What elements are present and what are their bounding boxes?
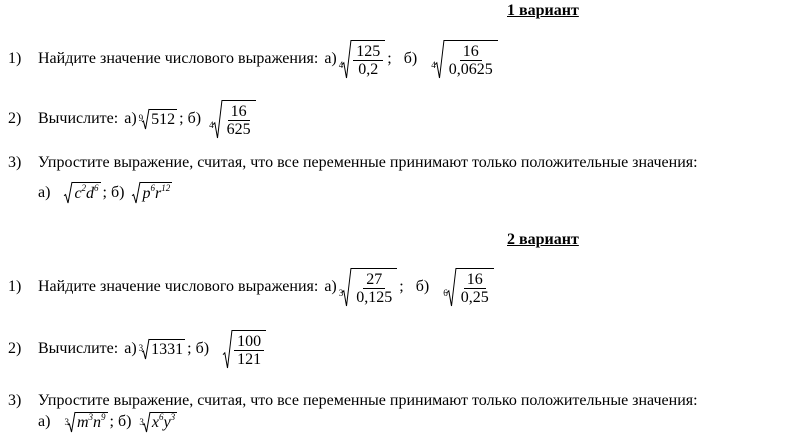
v2-question-1 <box>8 268 496 306</box>
radical-sign-icon <box>447 268 456 306</box>
denominator: 0,2 <box>358 61 379 78</box>
question-number: 3) <box>8 154 22 171</box>
radicand: $x^6y^3$ <box>151 412 176 431</box>
separator: ; <box>387 50 392 67</box>
radical-index: 3 <box>138 343 144 353</box>
numerator: 16 <box>460 43 482 61</box>
radical-index: 4 <box>209 120 214 130</box>
radical-index: 9 <box>138 113 144 123</box>
part-b-label: б) <box>403 50 418 67</box>
radical-b <box>223 330 266 368</box>
radical-sign-icon <box>132 182 140 203</box>
radical-a <box>64 412 107 432</box>
v1-question-1 <box>8 40 500 78</box>
radical-b <box>139 412 177 432</box>
part-a-label: а) <box>38 183 51 201</box>
radicand: $c^2d^6$ <box>74 183 99 202</box>
radical-b <box>209 100 256 138</box>
part-a-label: а) <box>324 278 337 295</box>
variant-1-title: 1 вариант <box>507 2 579 19</box>
denominator: 0,25 <box>460 289 489 306</box>
radicand: 1331 <box>151 341 184 358</box>
numerator: 16 <box>228 103 250 121</box>
separator: ; б) <box>187 340 210 357</box>
numerator: 100 <box>234 333 264 351</box>
question-number: 2) <box>8 340 22 357</box>
separator: ; б) <box>102 183 125 201</box>
question-text: Вычислите: <box>38 340 119 357</box>
radical-sign-icon <box>142 339 149 359</box>
radical-sign-icon <box>64 182 72 203</box>
separator: ; б) <box>179 110 202 127</box>
part-b-label: б) <box>415 278 430 295</box>
v2-question-3 <box>8 392 698 410</box>
part-a-label: а) <box>324 50 337 67</box>
question-number: 2) <box>8 110 22 127</box>
question-number: 1) <box>8 50 22 67</box>
radical-b <box>132 182 172 203</box>
denominator: 121 <box>237 351 262 368</box>
numerator: 16 <box>464 271 486 289</box>
radical-a <box>139 339 186 359</box>
fraction <box>446 43 496 78</box>
question-number: 3) <box>8 392 22 409</box>
radical-b <box>443 268 494 306</box>
radical-index: 3 <box>64 417 69 427</box>
fraction <box>234 333 264 368</box>
question-number: 1) <box>8 278 22 295</box>
radical-sign-icon <box>342 268 351 306</box>
question-text: Упростите выражение, считая, что все переменные принимают только положительные значения: <box>38 154 698 171</box>
separator: ; б) <box>109 413 132 430</box>
denominator: 0,0625 <box>448 61 493 78</box>
question-text: Упростите выражение, считая, что все переменные принимают только положительные значения: <box>38 392 698 409</box>
denominator: 625 <box>226 121 251 138</box>
radical-a <box>64 182 100 203</box>
fraction <box>353 43 383 78</box>
radical-sign-icon <box>435 40 444 78</box>
radical-sign-icon <box>142 109 149 129</box>
radical-index: 4 <box>338 60 344 70</box>
part-a-label: а) <box>124 340 137 357</box>
fraction <box>458 271 492 306</box>
variant-2-title: 2 вариант <box>507 231 579 248</box>
denominator: 0,125 <box>356 289 393 306</box>
question-text: Найдите значение числового выражения: <box>38 50 319 67</box>
numerator: 125 <box>353 43 383 61</box>
radical-index: 6 <box>443 288 448 298</box>
v1-question-3 <box>8 154 698 172</box>
v1-question-2 <box>8 100 258 138</box>
radical-index: 3 <box>338 288 344 298</box>
radical-sign-icon <box>143 412 150 432</box>
radicand: $m^3n^9$ <box>76 412 106 431</box>
radical-a <box>339 268 398 306</box>
radicand: 512 <box>151 111 176 128</box>
v1-question-3-parts <box>38 182 174 203</box>
question-text: Найдите значение числового выражения: <box>38 278 319 295</box>
radical-index: 4 <box>431 60 436 70</box>
radical-sign-icon <box>213 100 222 138</box>
v2-question-3-parts <box>38 412 179 432</box>
v2-question-2 <box>8 330 268 368</box>
radical-sign-icon <box>342 40 351 78</box>
separator: ; <box>399 278 404 295</box>
radical-a <box>339 40 386 78</box>
fraction <box>353 271 395 306</box>
numerator: 27 <box>363 271 385 289</box>
part-a-label: а) <box>124 110 137 127</box>
radical-index: 3 <box>139 417 144 427</box>
question-text: Вычислите: <box>38 110 119 127</box>
radical-a <box>139 109 178 129</box>
part-a-label: а) <box>38 413 51 430</box>
fraction <box>224 103 254 138</box>
radical-sign-icon <box>68 412 75 432</box>
radicand: $p^6r^{12}$ <box>142 183 171 202</box>
radical-sign-icon <box>223 330 232 368</box>
radical-b <box>431 40 498 78</box>
